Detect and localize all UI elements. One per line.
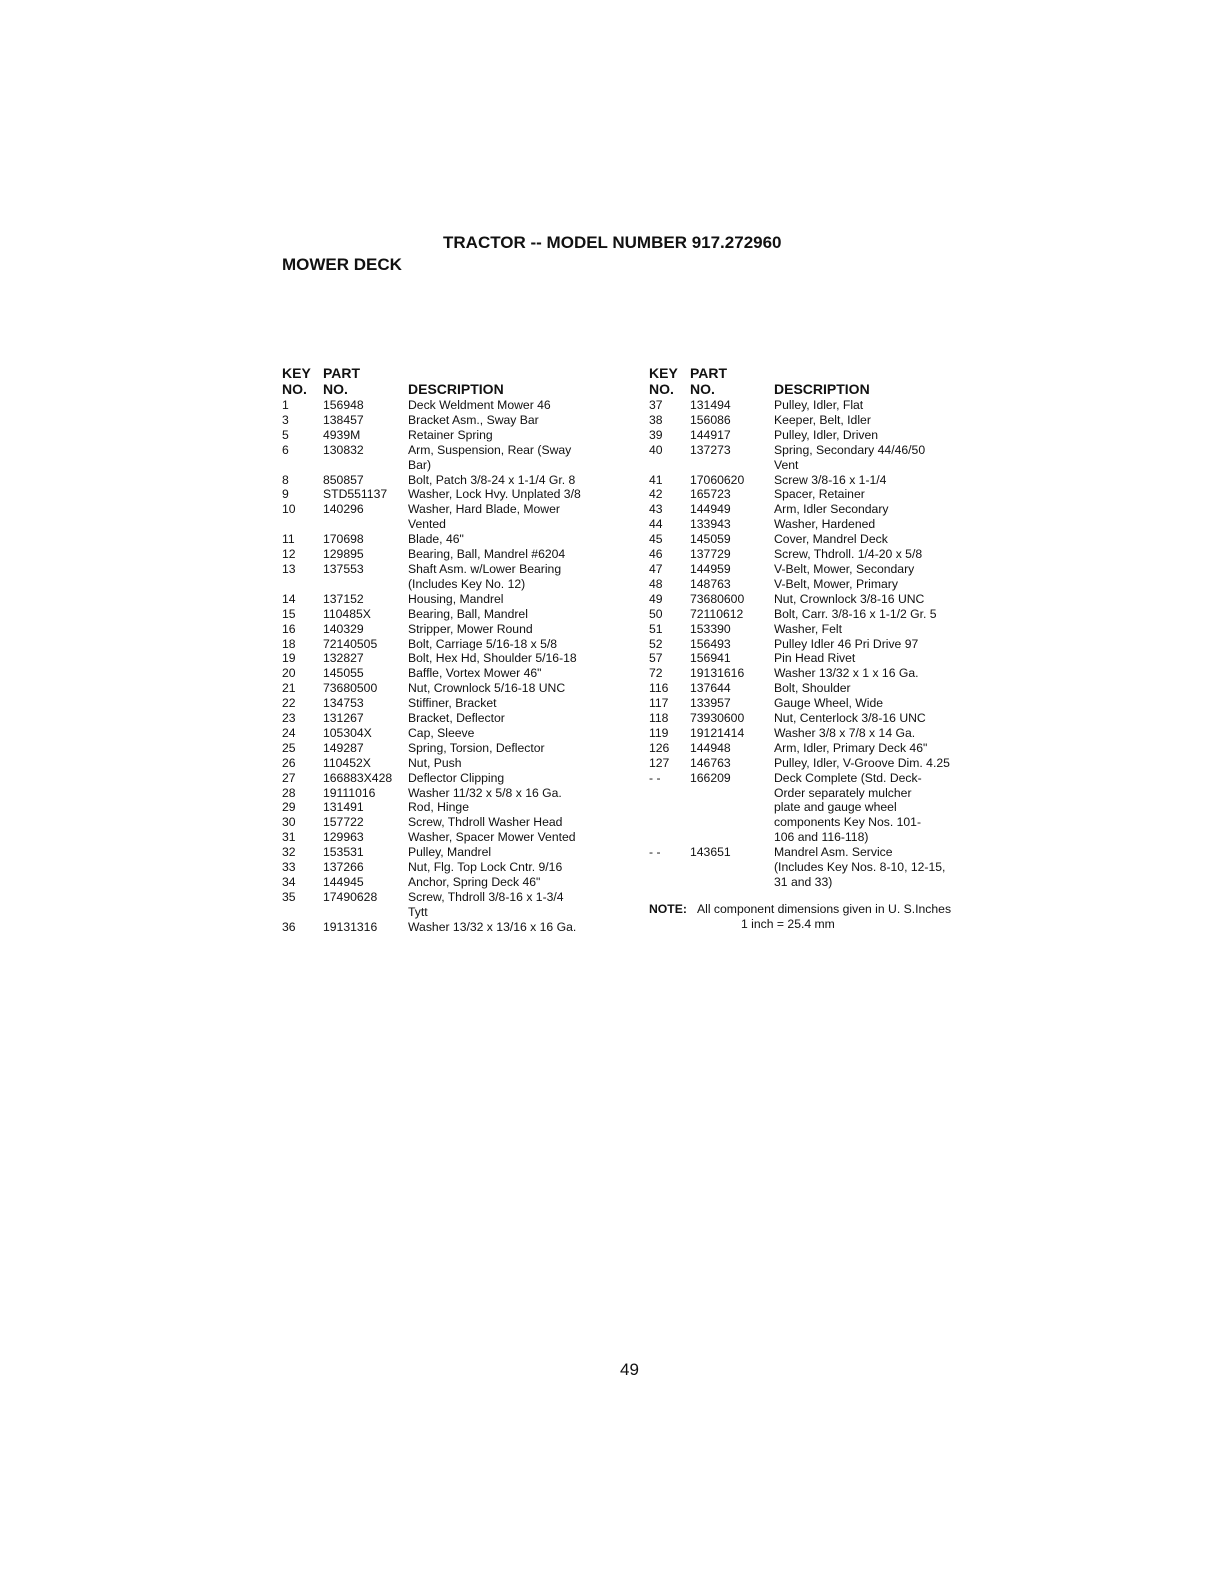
table-row	[282, 756, 632, 771]
part-number: 105304X	[323, 725, 372, 740]
part-description: Bolt, Hex Hd, Shoulder 5/16-18	[408, 651, 577, 666]
key-number: 42	[649, 487, 663, 502]
part-number: 156086	[690, 412, 731, 427]
key-number: 14	[282, 591, 296, 606]
key-number: 38	[649, 412, 663, 427]
table-row	[649, 637, 989, 652]
part-description: Cover, Mandrel Deck	[774, 532, 888, 547]
part-description: Blade, 46"	[408, 532, 464, 547]
part-description: Washer, Hardened	[774, 517, 876, 532]
key-number: 24	[282, 725, 296, 740]
key-number: 47	[649, 561, 663, 576]
part-description: Bolt, Shoulder	[774, 681, 851, 696]
key-header-top: KEY	[282, 365, 311, 381]
key-number: 19	[282, 651, 296, 666]
table-row	[649, 771, 989, 846]
table-row	[649, 547, 989, 562]
key-number: 22	[282, 696, 296, 711]
table-row	[282, 815, 632, 830]
key-number: 46	[649, 547, 663, 562]
part-number: 137729	[690, 547, 731, 562]
part-number: 137266	[323, 860, 364, 875]
part-description: Keeper, Belt, Idler	[774, 412, 871, 427]
part-header-bottom: NO.	[690, 381, 715, 397]
part-description: Washer 11/32 x 5/8 x 16 Ga.	[408, 785, 562, 800]
part-description: Washer, Felt	[774, 621, 842, 636]
table-row	[282, 487, 632, 502]
part-description: Bolt, Patch 3/8-24 x 1-1/4 Gr. 8	[408, 472, 576, 487]
key-number: 49	[649, 591, 663, 606]
part-number: 144948	[690, 740, 731, 755]
table-row	[282, 830, 632, 845]
table-row	[282, 502, 632, 532]
key-header-top: KEY	[649, 365, 678, 381]
table-row	[282, 398, 632, 413]
part-number: 72140505	[323, 636, 378, 651]
key-number: 37	[649, 398, 663, 412]
table-row	[282, 622, 632, 637]
part-description: Stripper, Mower Round	[408, 621, 533, 636]
dimension-note	[649, 902, 1009, 932]
part-number: 131494	[690, 398, 731, 412]
part-number: 131491	[323, 800, 364, 815]
part-number: 156493	[690, 636, 731, 651]
key-number: 30	[282, 815, 296, 830]
key-number: 39	[649, 427, 663, 442]
key-number: 127	[649, 755, 670, 770]
note-line-2: 1 inch = 25.4 mm	[741, 917, 835, 931]
parts-table-right	[649, 365, 989, 890]
part-description: Nut, Crownlock 5/16-18 UNC	[408, 681, 566, 696]
parts-table-left	[282, 365, 632, 935]
part-number: 19131316	[323, 919, 378, 934]
part-number: 144949	[690, 502, 731, 517]
part-description: Pulley, Idler, V-Groove Dim. 4.25	[774, 755, 950, 770]
key-number: 36	[282, 919, 296, 934]
part-description: Baffle, Vortex Mower 46"	[408, 666, 542, 681]
key-number: 41	[649, 472, 663, 487]
description-header: DESCRIPTION	[408, 381, 504, 397]
part-description: Pulley, Mandrel	[408, 845, 492, 860]
key-number: 32	[282, 845, 296, 860]
page-number: 49	[620, 1360, 639, 1379]
key-number: 45	[649, 532, 663, 547]
part-number: 140296	[323, 502, 364, 517]
table-row	[649, 562, 989, 577]
part-number: 133943	[690, 517, 731, 532]
key-number: 26	[282, 755, 296, 770]
table-row	[649, 607, 989, 622]
key-number: 5	[282, 427, 289, 442]
part-description: Screw, Thdroll 3/8-16 x 1-3/4 Tytt	[408, 889, 564, 919]
table-row	[282, 532, 632, 547]
part-description: Rod, Hinge	[408, 800, 469, 815]
key-number: 44	[649, 517, 663, 532]
part-number: 850857	[323, 472, 364, 487]
part-header-top: PART	[323, 365, 361, 381]
part-number: 144959	[690, 561, 731, 576]
part-description: Bracket Asm., Sway Bar	[408, 412, 539, 427]
table-row	[282, 845, 632, 860]
part-number: 73680600	[690, 591, 745, 606]
key-number: 27	[282, 770, 296, 785]
table-row	[282, 592, 632, 607]
part-description: Bracket, Deflector	[408, 711, 505, 726]
part-number: 134753	[323, 696, 364, 711]
part-description: Nut, Crownlock 3/8-16 UNC	[774, 591, 925, 606]
part-description: Bearing, Ball, Mandrel #6204	[408, 547, 566, 562]
table-row	[649, 845, 989, 890]
part-number: STD551137	[323, 487, 388, 502]
key-number: 15	[282, 606, 296, 621]
key-number: - -	[649, 770, 661, 785]
table-row	[649, 428, 989, 443]
table-row	[649, 726, 989, 741]
table-row	[649, 696, 989, 711]
part-number: 143651	[690, 845, 731, 860]
part-number: 149287	[323, 740, 364, 755]
part-description: Screw 3/8-16 x 1-1/4	[774, 472, 887, 487]
key-number: 12	[282, 547, 296, 562]
key-number: 9	[282, 487, 289, 502]
part-number: 129895	[323, 547, 364, 562]
part-number: 110485X	[323, 606, 371, 621]
table-row	[282, 562, 632, 592]
part-number: 19111016	[323, 785, 376, 800]
part-description: Anchor, Spring Deck 46"	[408, 875, 541, 889]
part-description: Washer 13/32 x 13/16 x 16 Ga.	[408, 919, 577, 934]
table-row	[282, 890, 632, 920]
part-number: 137553	[323, 561, 364, 576]
table-row	[649, 711, 989, 726]
part-description: Washer 13/32 x 1 x 16 Ga.	[774, 666, 919, 681]
part-number: 4939M	[323, 427, 361, 442]
key-number: 126	[649, 740, 670, 755]
part-number: 17060620	[690, 472, 745, 487]
table-header-row-1	[649, 365, 989, 381]
part-number: 138457	[323, 412, 364, 427]
table-row	[282, 875, 632, 890]
part-number: 131267	[323, 711, 364, 726]
table-row	[282, 666, 632, 681]
part-number: 144917	[690, 427, 731, 442]
key-number: 31	[282, 830, 296, 845]
table-row	[282, 771, 632, 786]
key-header-bottom: NO.	[649, 381, 674, 397]
part-number: 140329	[323, 621, 364, 636]
table-row	[649, 517, 989, 532]
part-description: Nut, Push	[408, 755, 462, 770]
part-description: Mandrel Asm. Service (Includes Key Nos. 8-10, 12-15, 31 and 33)	[774, 845, 946, 889]
key-number: - -	[649, 845, 661, 860]
key-number: 3	[282, 412, 289, 427]
part-number: 156948	[323, 398, 364, 412]
part-description: Nut, Flg. Top Lock Cntr. 9/16	[408, 860, 563, 875]
key-number: 13	[282, 561, 296, 576]
table-row	[282, 473, 632, 488]
table-row	[282, 547, 632, 562]
key-number: 1	[282, 398, 289, 412]
key-number: 48	[649, 576, 663, 591]
part-description: Shaft Asm. w/Lower Bearing (Includes Key No. 12)	[408, 561, 562, 591]
table-row	[649, 532, 989, 547]
table-row	[282, 800, 632, 815]
key-number: 20	[282, 666, 296, 681]
table-row	[649, 413, 989, 428]
part-description: Gauge Wheel, Wide	[774, 696, 884, 711]
table-row	[282, 637, 632, 652]
table-row	[649, 487, 989, 502]
part-number: 110452X	[323, 755, 371, 770]
key-number: 8	[282, 472, 289, 487]
part-number: 137152	[323, 591, 364, 606]
key-number: 40	[649, 442, 663, 457]
key-number: 16	[282, 621, 296, 636]
section-title: MOWER DECK	[282, 255, 402, 274]
note-line-1: All component dimensions given in U. S.Inches	[697, 902, 952, 916]
part-description: Deck Complete (Std. Deck- Order separately mulcher plate and gauge wheel components Key Nos. 101- 106 and 116-118)	[774, 770, 922, 845]
key-number: 43	[649, 502, 663, 517]
table-row	[649, 473, 989, 488]
part-number: 17490628	[323, 889, 378, 904]
part-number: 170698	[323, 532, 364, 547]
part-description: Retainer Spring	[408, 427, 493, 442]
part-description: Deflector Clipping	[408, 770, 505, 785]
key-number: 35	[282, 889, 296, 904]
table-header-row-2	[282, 381, 632, 397]
part-number: 137644	[690, 681, 731, 696]
part-description: Spacer, Retainer	[774, 487, 865, 502]
table-row	[649, 651, 989, 666]
part-description: Housing, Mandrel	[408, 591, 504, 606]
description-header: DESCRIPTION	[774, 381, 870, 397]
key-number: 52	[649, 636, 663, 651]
part-description: Bolt, Carr. 3/8-16 x 1-1/2 Gr. 5	[774, 606, 937, 621]
part-description: Arm, Idler, Primary Deck 46"	[774, 740, 928, 755]
table-header-row-1	[282, 365, 632, 381]
table-row	[282, 920, 632, 935]
part-description: Pulley, Idler, Driven	[774, 427, 879, 442]
part-number: 19131616	[690, 666, 745, 681]
part-description: Bolt, Carriage 5/16-18 x 5/8	[408, 636, 558, 651]
key-number: 72	[649, 666, 663, 681]
table-row	[282, 428, 632, 443]
part-number: 146763	[690, 755, 731, 770]
table-row	[282, 726, 632, 741]
key-number: 10	[282, 502, 296, 517]
table-row	[282, 741, 632, 756]
part-number: 153531	[323, 845, 364, 860]
key-number: 116	[649, 681, 669, 696]
part-description: Pulley Idler 46 Pri Drive 97	[774, 636, 919, 651]
key-number: 50	[649, 606, 663, 621]
part-number: 145059	[690, 532, 731, 547]
part-header-top: PART	[690, 365, 728, 381]
part-description: Washer 3/8 x 7/8 x 14 Ga.	[774, 725, 916, 740]
part-number: 129963	[323, 830, 364, 845]
part-number: 132827	[323, 651, 364, 666]
part-description: Arm, Idler Secondary	[774, 502, 889, 517]
table-row	[649, 398, 989, 413]
key-number: 23	[282, 711, 296, 726]
part-number: 166883X428	[323, 770, 393, 785]
table-row	[282, 786, 632, 801]
part-number: 73680500	[323, 681, 378, 696]
part-number: 130832	[323, 442, 364, 457]
part-description: Bearing, Ball, Mandrel	[408, 606, 528, 621]
key-number: 21	[282, 681, 296, 696]
key-number: 29	[282, 800, 296, 815]
part-number: 137273	[690, 442, 731, 457]
part-description: Spring, Torsion, Deflector	[408, 740, 545, 755]
key-number: 57	[649, 651, 663, 666]
table-row	[649, 443, 989, 473]
part-description: Spring, Secondary 44/46/50 Vent	[774, 442, 926, 472]
part-number: 72110612	[690, 606, 744, 621]
table-row	[649, 681, 989, 696]
key-number: 25	[282, 740, 296, 755]
key-number: 118	[649, 711, 669, 726]
table-row	[649, 502, 989, 517]
table-row	[649, 577, 989, 592]
table-row	[282, 607, 632, 622]
part-number: 73930600	[690, 711, 745, 726]
part-number: 148763	[690, 576, 731, 591]
key-number: 117	[649, 696, 669, 711]
table-row	[282, 860, 632, 875]
table-row	[649, 741, 989, 756]
part-description: Washer, Hard Blade, Mower Vented	[408, 502, 560, 532]
table-row	[282, 443, 632, 473]
part-number: 156941	[690, 651, 731, 666]
key-number: 28	[282, 785, 296, 800]
part-description: Screw, Thdroll Washer Head	[408, 815, 563, 830]
table-row	[649, 756, 989, 771]
table-row	[649, 592, 989, 607]
part-number: 157722	[323, 815, 364, 830]
key-number: 6	[282, 442, 289, 457]
table-row	[282, 711, 632, 726]
part-description: Stiffiner, Bracket	[408, 696, 497, 711]
part-description: Arm, Suspension, Rear (Sway Bar)	[408, 442, 572, 472]
parts-list-right	[649, 398, 989, 890]
table-row	[282, 413, 632, 428]
parts-list-left	[282, 398, 632, 935]
part-description: V-Belt, Mower, Primary	[774, 576, 898, 591]
part-number: 144945	[323, 875, 364, 889]
key-number: 18	[282, 636, 296, 651]
table-row	[282, 681, 632, 696]
page-title: TRACTOR -- MODEL NUMBER 917.272960	[443, 233, 782, 252]
part-number: 165723	[690, 487, 731, 502]
key-number: 119	[649, 725, 669, 740]
part-description: Cap, Sleeve	[408, 725, 475, 740]
part-description: Screw, Thdroll. 1/4-20 x 5/8	[774, 547, 923, 562]
part-description: Pin Head Rivet	[774, 651, 856, 666]
part-description: Washer, Spacer Mower Vented	[408, 830, 576, 845]
part-number: 145055	[323, 666, 364, 681]
table-row	[649, 622, 989, 637]
part-description: Nut, Centerlock 3/8-16 UNC	[774, 711, 926, 726]
key-number: 33	[282, 860, 296, 875]
part-number: 166209	[690, 770, 731, 785]
part-description: Deck Weldment Mower 46	[408, 398, 551, 412]
part-header-bottom: NO.	[323, 381, 348, 397]
key-number: 11	[282, 532, 295, 547]
part-description: V-Belt, Mower, Secondary	[774, 561, 915, 576]
part-number: 133957	[690, 696, 731, 711]
key-number: 34	[282, 875, 296, 889]
part-description: Washer, Lock Hvy. Unplated 3/8	[408, 487, 581, 502]
table-row	[649, 666, 989, 681]
note-label: NOTE:	[649, 902, 687, 916]
table-header-row-2	[649, 381, 989, 397]
key-number: 51	[649, 621, 663, 636]
key-header-bottom: NO.	[282, 381, 307, 397]
part-description: Pulley, Idler, Flat	[774, 398, 864, 412]
part-number: 19121414	[690, 725, 745, 740]
part-number: 153390	[690, 621, 731, 636]
table-row	[282, 696, 632, 711]
table-row	[282, 651, 632, 666]
